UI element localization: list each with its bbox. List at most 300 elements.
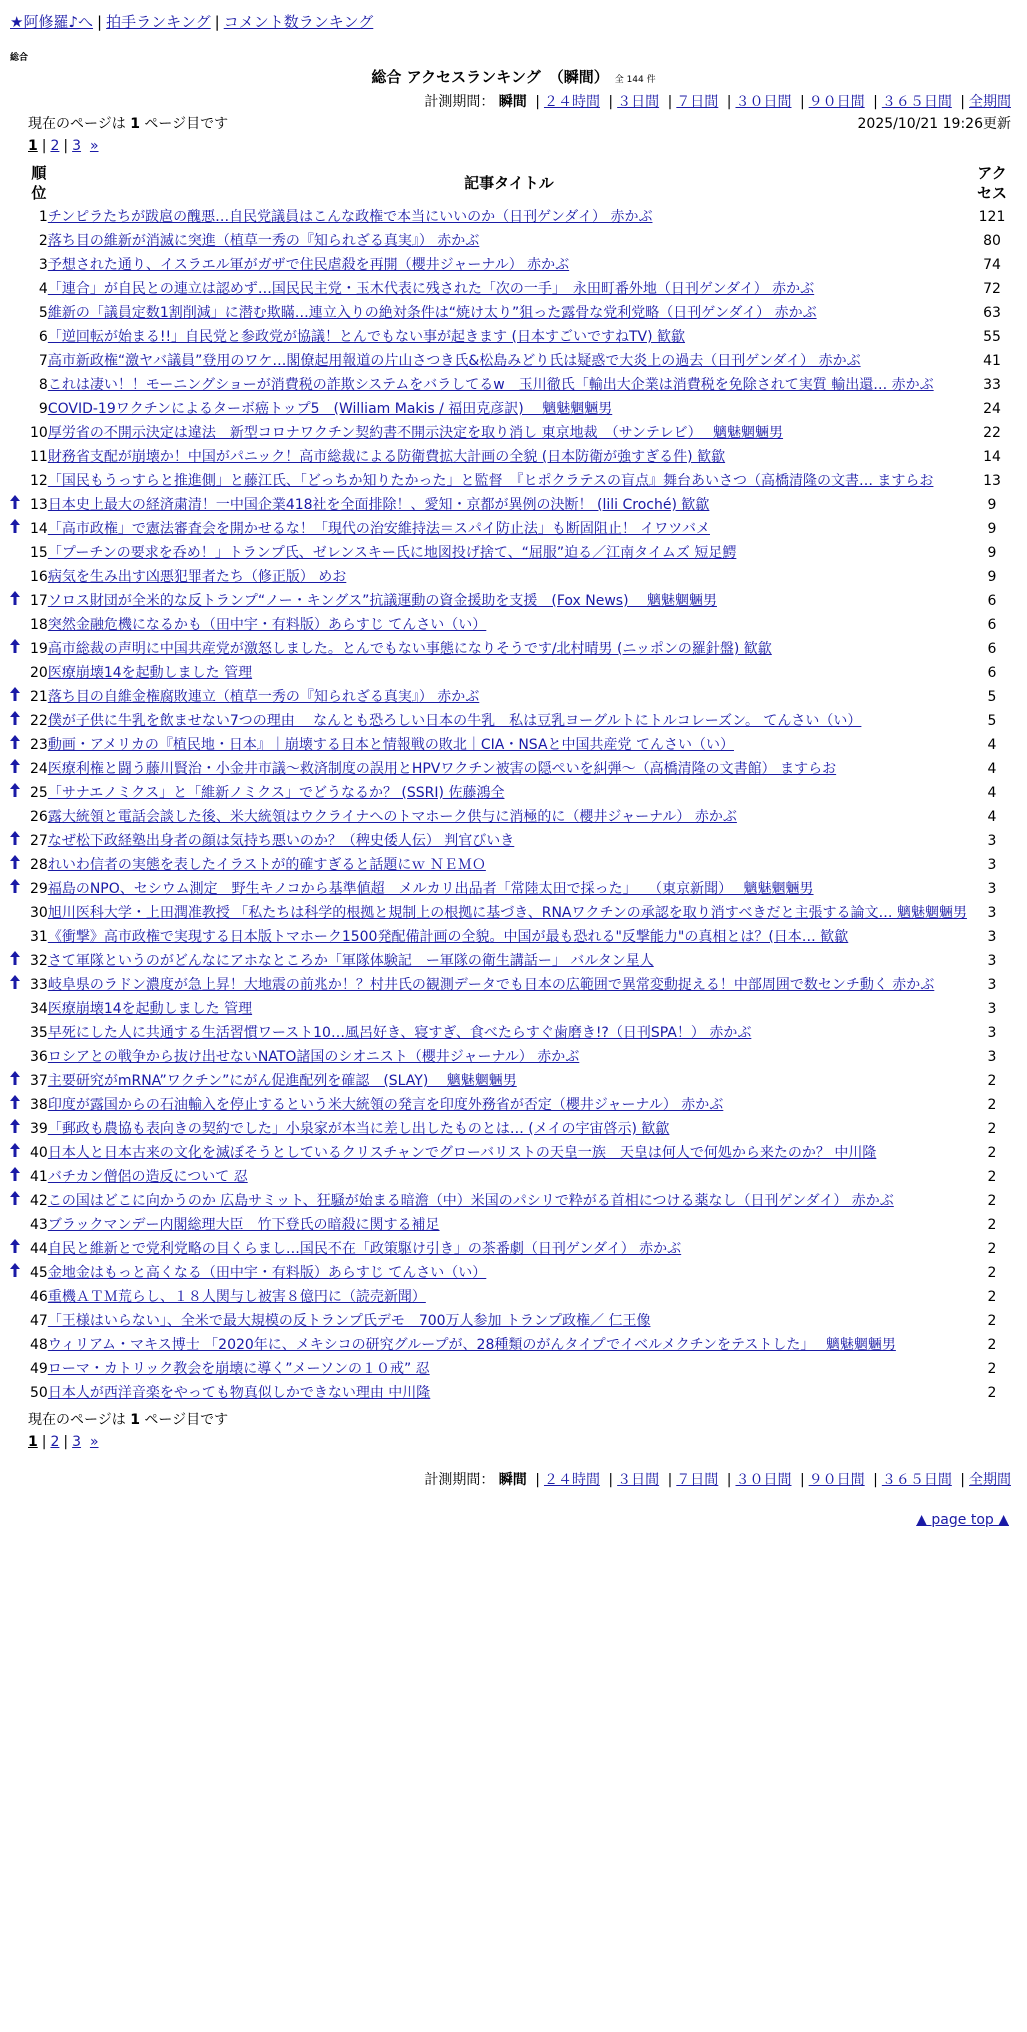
article-link[interactable]: ローマ・カトリック教会を崩壊に導く”メーソンの１０戒” 忍: [47, 1361, 430, 1377]
article-link[interactable]: 「連合」が自民との連立は認めず…国民民主党・玉木代表に残された「次の一手」 永田町番外地（日刊ゲンダイ） 赤かぶ: [47, 281, 815, 297]
table-row: [10, 1213, 1014, 1237]
trend-cell: [10, 445, 30, 469]
access-count-cell: 6: [987, 641, 997, 657]
article-link[interactable]: これは凄い！！モーニングショーが消費税の詐欺システムをバラしてるw 玉川徹氏「輸出大企業は消費税を免除されて実質 輸出還… 赤かぶ: [47, 377, 934, 393]
trend-cell: [10, 373, 30, 397]
table-row: [10, 397, 1014, 421]
arrow-up-icon: [10, 641, 20, 657]
table-row: [10, 325, 1014, 349]
arrow-up-icon: [10, 713, 20, 729]
trend-cell: [10, 1357, 30, 1381]
access-count-cell: 22: [983, 425, 1001, 441]
access-count-cell: 3: [987, 929, 997, 945]
article-link[interactable]: 「国民もうっすらと推進側」と藤江氏、「どっちか知りたかった」と監督 『ヒポクラテスの盲点』舞台あいさつ（高橋清隆の文書… ますらお: [47, 473, 934, 489]
rank-cell: 27: [30, 833, 48, 849]
title-cell: [48, 229, 970, 253]
access-count-cell: 4: [987, 785, 997, 801]
article-link[interactable]: 「プーチンの要求を呑め！」トランプ氏、ゼレンスキー氏に地図投げ捨て、“屈服”迫る／江南タイムズ 短足鰐: [47, 545, 737, 561]
page-info: 現在のページは 1 ページ目です: [28, 116, 229, 132]
article-link[interactable]: 予想された通り、イスラエル軍がガザで住民虐殺を再開（櫻井ジャーナル） 赤かぶ: [47, 257, 570, 273]
article-link[interactable]: 露大統領と電話会談した後、米大統領はウクライナへのトマホーク供与に消極的に（櫻井ジャーナル） 赤かぶ: [47, 809, 737, 825]
table-row: [10, 781, 1014, 805]
page-top-link[interactable]: ▲ page top ▲: [916, 1512, 1009, 1528]
rank-cell: 2: [38, 233, 48, 249]
period-all[interactable]: 全期間: [969, 94, 1011, 110]
pager-page-2[interactable]: 2: [50, 1434, 60, 1450]
title-row: [10, 66, 1017, 91]
page-info-row-bottom: [10, 1409, 1017, 1431]
access-count-cell: 6: [987, 617, 997, 633]
access-count-cell: 80: [983, 233, 1001, 249]
rank-cell: 31: [30, 929, 48, 945]
title-cell: [48, 1213, 970, 1237]
article-link[interactable]: 「逆回転が始まる!!」自民党と参政党が協議！とんでもない事が起きます (日本すごいですねTV) 歓歙: [47, 329, 686, 345]
article-link[interactable]: 「郵政も農協も表向きの契約でした」小泉家が本当に差し出したものとは… (メイの宇宙啓示) 歓歙: [47, 1121, 670, 1137]
table-row: [10, 685, 1014, 709]
access-count-cell: 4: [987, 737, 997, 753]
access-count-cell: 2: [987, 1265, 997, 1281]
rank-cell: 6: [38, 329, 48, 345]
article-link[interactable]: 高市新政権“激ヤバ議員”登用のワケ…閣僚起用報道の片山さつき氏&松島みどり氏は疑惑で大炎上の過去（日刊ゲンダイ） 赤かぶ: [47, 353, 861, 369]
clap-ranking-link[interactable]: 拍手ランキング: [106, 13, 211, 31]
title-cell: [48, 733, 970, 757]
rank-cell: 1: [38, 209, 48, 225]
rank-cell: 41: [30, 1169, 48, 1185]
access-count-cell: 72: [983, 281, 1001, 297]
page-info-number: 1: [130, 116, 140, 132]
period-current: 瞬間: [498, 1472, 527, 1488]
article-link[interactable]: 金地金はもっと高くなる（田中宇・有料版）あらすじ てんさい（い）: [47, 1265, 487, 1281]
access-count-cell: 14: [983, 449, 1001, 465]
title-cell: [48, 1309, 970, 1333]
period-24h[interactable]: ２４時間: [543, 1472, 600, 1488]
trend-cell: [10, 565, 30, 589]
table-row: [10, 901, 1014, 925]
article-link[interactable]: ウィリアム・マキス博士 「2020年に、メキシコの研究グループが、28種類のがんタイプでイベルメクチンをテストした」 魑魅魍魎男: [47, 1337, 896, 1353]
period-7d[interactable]: ７日間: [676, 1472, 719, 1488]
trend-cell: [10, 637, 30, 661]
trend-cell: [10, 541, 30, 565]
article-link[interactable]: 厚労省の不開示決定は違法 新型コロナワクチン契約書不開示決定を取り消し 東京地裁 （サンテレビ） 魑魅魍魎男: [47, 425, 784, 441]
table-row: [10, 853, 1014, 877]
period-selector-top: 計測期間： 瞬間 | ２４時間 | ３日間 | ７日間 | ３０日間 | ９０日間 | ３６５日間 | 全期間: [424, 94, 1011, 110]
article-link[interactable]: 高市総裁の声明に中国共産党が激怒しました。とんでもない事態になりそうです/北村晴男 (ニッポンの羅針盤) 歓歙: [47, 641, 772, 657]
separator: |: [97, 13, 103, 31]
updated-timestamp: 2025/10/21 19:26更新: [857, 116, 1011, 132]
access-count-cell: 3: [987, 953, 997, 969]
title-cell: [48, 1093, 970, 1117]
home-link[interactable]: ★阿修羅♪へ: [10, 13, 94, 31]
top-nav: [10, 10, 1017, 34]
title-cell: [48, 709, 970, 733]
title-cell: [48, 1069, 970, 1093]
rank-cell: 26: [30, 809, 48, 825]
trend-cell: [10, 1261, 30, 1285]
arrow-up-icon: [10, 857, 20, 873]
arrow-up-icon: [10, 1193, 20, 1209]
pager-page-3[interactable]: 3: [72, 138, 82, 154]
table-row: [10, 205, 1014, 229]
access-count-cell: 2: [987, 1073, 997, 1089]
title-cell: [48, 1045, 970, 1069]
period-all[interactable]: 全期間: [969, 1472, 1011, 1488]
rank-cell: 48: [30, 1337, 48, 1353]
title-cell: [48, 445, 970, 469]
rank-cell: 45: [30, 1265, 48, 1281]
article-link[interactable]: 財務省支配が崩壊か！中国がパニック！高市総裁による防衛費拡大計画の全貌 (日本防衛が強すぎる件) 歓歙: [47, 449, 726, 465]
article-link[interactable]: 日本人と日本古来の文化を滅ぼそうとしているクリスチャンでグローバリストの天皇一族＿天皇は何人で何処から来たのか？ 中川隆: [47, 1145, 877, 1161]
page-info-bottom: 現在のページは 1 ページ目です: [28, 1412, 229, 1428]
title-cell: [48, 1237, 970, 1261]
access-count-cell: 2: [987, 1289, 997, 1305]
article-link[interactable]: 印度が露国からの石油輸入を停止するという米大統領の発言を印度外務省が否定（櫻井ジャーナル） 赤かぶ: [47, 1097, 724, 1113]
trend-cell: [10, 517, 30, 541]
ranking-table: [10, 161, 1014, 1405]
pager-next[interactable]: »: [89, 1434, 99, 1450]
trend-cell: [10, 805, 30, 829]
ranking-table-body: [10, 205, 1014, 1405]
rank-cell: 25: [30, 785, 48, 801]
table-row: [10, 757, 1014, 781]
title-cell: [48, 565, 970, 589]
table-row: [10, 709, 1014, 733]
table-row: [10, 997, 1014, 1021]
trend-cell: [10, 781, 30, 805]
period-7d[interactable]: ７日間: [676, 94, 719, 110]
title-cell: [48, 781, 970, 805]
table-row: [10, 1045, 1014, 1069]
period-3d[interactable]: ３日間: [617, 1472, 660, 1488]
title-cell: [48, 541, 970, 565]
trend-cell: [10, 1165, 30, 1189]
table-row: [10, 1381, 1014, 1405]
trend-cell: [10, 949, 30, 973]
table-row: [10, 469, 1014, 493]
title-cell: [48, 301, 970, 325]
table-row: [10, 517, 1014, 541]
article-link[interactable]: 重機ＡＴＭ荒らし、１８人関与し被害８億円に（読売新聞）: [47, 1289, 426, 1305]
title-cell: [48, 829, 970, 853]
title-cell: [48, 1381, 970, 1405]
trend-cell: [10, 757, 30, 781]
table-row: [10, 661, 1014, 685]
trend-cell: [10, 469, 30, 493]
rank-cell: 32: [30, 953, 48, 969]
rank-cell: 10: [30, 425, 48, 441]
period-90d[interactable]: ９０日間: [808, 94, 865, 110]
title-cell: [48, 421, 970, 445]
article-link[interactable]: 主要研究がmRNA”ワクチン”にがん促進配列を確認 (SLAY) 魑魅魍魎男: [47, 1073, 517, 1089]
trend-cell: [10, 1381, 30, 1405]
article-link[interactable]: 医療崩壊14を起動しました 管理: [47, 665, 253, 681]
article-link[interactable]: 維新の「議員定数1割削減」に潜む欺瞞…連立入りの絶対条件は“焼け太り”狙った露骨な党利党略（日刊ゲンダイ） 赤かぶ: [47, 305, 817, 321]
trend-cell: [10, 973, 30, 997]
article-link[interactable]: 「サナエノミクス」と「維新ノミクス」でどうなるか？ (SSRI) 佐藤鴻全: [47, 785, 505, 801]
article-link[interactable]: 《衝撃》高市政権で実現する日本版トマホーク1500発配備計画の全貌。中国が最も恐れる"反撃能力"の真相とは？(日本… 歓歙: [47, 929, 849, 945]
article-link[interactable]: 福島のNPO、セシウム測定 野生キノコから基準値超 メルカリ出品者「常陸太田で採った」 （東京新聞） 魑魅魍魎男: [47, 881, 814, 897]
rank-cell: 30: [30, 905, 48, 921]
trend-cell: [10, 1045, 30, 1069]
rank-cell: 15: [30, 545, 48, 561]
trend-cell: [10, 901, 30, 925]
title-cell: [48, 1117, 970, 1141]
article-link[interactable]: 動画・アメリカの『植民地・日本』｜崩壊する日本と情報戦の敗北｜CIA・NSAと中国共産党 てんさい（い）: [47, 737, 734, 753]
period-30d[interactable]: ３０日間: [735, 94, 792, 110]
article-link[interactable]: 病気を生み出す凶悪犯罪者たち（修正版） めお: [47, 569, 347, 585]
access-count-cell: 5: [987, 713, 997, 729]
trend-cell: [10, 1189, 30, 1213]
table-row: [10, 565, 1014, 589]
article-link[interactable]: れいわ信者の実態を表したイラストが的確すぎると話題にｗ ＮＥＭＯ: [47, 857, 486, 873]
title-cell: [48, 205, 970, 229]
trend-cell: [10, 205, 30, 229]
table-row: [10, 253, 1014, 277]
title-cell: [48, 925, 970, 949]
access-count-cell: 9: [987, 545, 997, 561]
rank-cell: 28: [30, 857, 48, 873]
page-top-row: [10, 1509, 1017, 1531]
table-row: [10, 1285, 1014, 1309]
article-link[interactable]: 日本史上最大の経済粛清！一中国企業418社を全面排除！、愛知・京都が異例の決断！ (lili Croché) 歓歙: [47, 497, 710, 513]
rank-cell: 43: [30, 1217, 48, 1233]
header-trend: [10, 161, 30, 205]
trend-cell: [10, 589, 30, 613]
rank-cell: 36: [30, 1049, 48, 1065]
article-link[interactable]: ロシアとの戦争から抜け出せないNATO諸国のシオニスト（櫻井ジャーナル） 赤かぶ: [47, 1049, 580, 1065]
article-link[interactable]: COVID-19ワクチンによるターボ癌トップ5 (William Makis / 福田克彦訳) 魑魅魍魎男: [47, 401, 613, 417]
article-link[interactable]: バチカン僧侶の造反について 忍: [47, 1169, 248, 1185]
access-count-cell: 9: [987, 569, 997, 585]
table-row: [10, 1261, 1014, 1285]
title-cell: [48, 757, 970, 781]
arrow-up-icon: [10, 953, 20, 969]
arrow-up-icon: [10, 785, 20, 801]
rank-cell: 37: [30, 1073, 48, 1089]
table-row: [10, 229, 1014, 253]
arrow-up-icon: [10, 977, 20, 993]
header-title: 記事タイトル: [464, 174, 554, 192]
period-365d[interactable]: ３６５日間: [881, 94, 952, 110]
rank-cell: 35: [30, 1025, 48, 1041]
period-365d[interactable]: ３６５日間: [881, 1472, 952, 1488]
article-link[interactable]: ブラックマンデー内閣総理大臣 竹下登氏の暗殺に関する補足: [47, 1217, 440, 1233]
pager-top: 1 | 2 | 3 »: [28, 138, 99, 154]
period-90d[interactable]: ９０日間: [808, 1472, 865, 1488]
title-cell: [48, 373, 970, 397]
period-3d[interactable]: ３日間: [617, 94, 660, 110]
arrow-up-icon: [10, 737, 20, 753]
title-cell: [48, 973, 970, 997]
period-selector-bottom: 計測期間： 瞬間 | ２４時間 | ３日間 | ７日間 | ３０日間 | ９０日間 | ３６５日間 | 全期間: [424, 1472, 1011, 1488]
title-cell: [48, 1285, 970, 1309]
rank-cell: 14: [30, 521, 48, 537]
rank-cell: 12: [30, 473, 48, 489]
access-count-cell: 3: [987, 1049, 997, 1065]
period-current: 瞬間: [498, 94, 527, 110]
rank-cell: 17: [30, 593, 48, 609]
trend-cell: [10, 613, 30, 637]
trend-cell: [10, 1285, 30, 1309]
article-link[interactable]: 日本人が西洋音楽をやっても物真似しかできない理由 中川隆: [47, 1385, 431, 1401]
access-count-cell: 9: [987, 521, 997, 537]
access-count-cell: 41: [983, 353, 1001, 369]
period-24h[interactable]: ２４時間: [543, 94, 600, 110]
table-row: [10, 973, 1014, 997]
access-count-cell: 3: [987, 905, 997, 921]
access-count-cell: 2: [987, 1241, 997, 1257]
table-header-row: [10, 161, 1014, 205]
arrow-up-icon: [10, 1265, 20, 1281]
trend-cell: [10, 397, 30, 421]
comment-ranking-link[interactable]: コメント数ランキング: [223, 13, 374, 31]
period-30d[interactable]: ３０日間: [735, 1472, 792, 1488]
access-count-cell: 5: [987, 689, 997, 705]
rank-cell: 21: [30, 689, 48, 705]
title-cell: [48, 1189, 970, 1213]
trend-cell: [10, 1117, 30, 1141]
table-row: [10, 1189, 1014, 1213]
rank-cell: 20: [30, 665, 48, 681]
trend-cell: [10, 325, 30, 349]
table-row: [10, 877, 1014, 901]
article-link[interactable]: 医療利権と闘う藤川賢治・小金井市議～救済制度の誤用とHPVワクチン被害の隠ぺいを糾弾～（高橋清隆の文書館） ますらお: [47, 761, 837, 777]
article-link[interactable]: 突然金融危機になるかも（田中宇・有料版）あらすじ てんさい（い）: [47, 617, 487, 633]
access-count-cell: 2: [987, 1193, 997, 1209]
table-row: [10, 301, 1014, 325]
rank-cell: 38: [30, 1097, 48, 1113]
article-link[interactable]: 医療崩壊14を起動しました 管理: [47, 1001, 253, 1017]
article-link[interactable]: 「王様はいらない」、全米で最大規模の反トランプ氏デモ 700万人参加 トランプ政権／ 仁王像: [47, 1313, 651, 1329]
arrow-up-icon: [10, 1121, 20, 1137]
title-cell: [48, 1021, 970, 1045]
title-cell: [48, 325, 970, 349]
trend-cell: [10, 1141, 30, 1165]
article-link[interactable]: さて軍隊というのがどんなにアホなところか「軍隊体験記 ー軍隊の衛生講話ー」 バルタン星人: [47, 953, 654, 969]
arrow-up-icon: [10, 1145, 20, 1161]
arrow-up-icon: [10, 1097, 20, 1113]
rank-cell: 24: [30, 761, 48, 777]
trend-cell: [10, 1309, 30, 1333]
article-link[interactable]: なぜ松下政経塾出身者の顔は気持ち悪いのか？（稗史倭人伝） 判官びいき: [47, 833, 515, 849]
access-count-cell: 2: [987, 1313, 997, 1329]
title-cell: [48, 349, 970, 373]
article-link[interactable]: 岐阜県のラドン濃度が急上昇！大地震の前兆か！？村井氏の観測データでも日本の広範囲で異常変動捉える！中部周囲で数センチ動く 赤かぶ: [47, 977, 935, 993]
access-count-cell: 4: [987, 809, 997, 825]
table-row: [10, 1333, 1014, 1357]
access-count-cell: 2: [987, 1145, 997, 1161]
trend-cell: [10, 733, 30, 757]
table-row: [10, 1093, 1014, 1117]
article-link[interactable]: 旭川医科大学・上田潤准教授 「私たちは科学的根拠と規制上の根拠に基づき、RNAワクチンの承認を取り消すべきだと主張する論文… 魑魅魍魎男: [47, 905, 967, 921]
pager-page-3[interactable]: 3: [72, 1434, 82, 1450]
rank-cell: 5: [38, 305, 48, 321]
table-row: [10, 421, 1014, 445]
title-cell: [48, 613, 970, 637]
rank-cell: 16: [30, 569, 48, 585]
rank-cell: 8: [38, 377, 48, 393]
period-label: 計測期間：: [424, 94, 495, 110]
trend-cell: [10, 1237, 30, 1261]
trend-cell: [10, 1069, 30, 1093]
trend-cell: [10, 277, 30, 301]
table-row: [10, 1117, 1014, 1141]
table-row: [10, 493, 1014, 517]
access-count-cell: 2: [987, 1337, 997, 1353]
trend-cell: [10, 229, 30, 253]
table-row: [10, 613, 1014, 637]
article-link[interactable]: ソロス財団が全米的な反トランプ“ノー・キングス”抗議運動の資金援助を支援 (Fox News) 魑魅魍魎男: [47, 593, 717, 609]
access-count-cell: 2: [987, 1121, 997, 1137]
access-count-cell: 6: [987, 665, 997, 681]
rank-cell: 47: [30, 1313, 48, 1329]
access-count-cell: 121: [978, 209, 1006, 225]
pager-page-2[interactable]: 2: [50, 138, 60, 154]
table-row: [10, 637, 1014, 661]
title-cell: [48, 661, 970, 685]
table-row: [10, 949, 1014, 973]
table-row: [10, 1237, 1014, 1261]
title-cell: [48, 397, 970, 421]
trend-cell: [10, 997, 30, 1021]
trend-cell: [10, 853, 30, 877]
access-count-cell: 3: [987, 977, 997, 993]
pager-current: 1: [28, 138, 38, 154]
arrow-up-icon: [10, 881, 20, 897]
article-link[interactable]: 落ち目の維新が消滅に突進（植草一秀の『知られざる真実』） 赤かぶ: [47, 233, 480, 249]
access-count-cell: 2: [987, 1217, 997, 1233]
rank-cell: 40: [30, 1145, 48, 1161]
page-title-text: 総合 アクセスランキング: [371, 68, 541, 86]
access-count-cell: 2: [987, 1097, 997, 1113]
trend-cell: [10, 493, 30, 517]
table-row: [10, 541, 1014, 565]
trend-cell: [10, 1333, 30, 1357]
header-rank: 順位: [31, 164, 47, 202]
article-link[interactable]: 自民と維新とで党利党略の目くらまし…国民不在「政策駆け引き」の茶番劇（日刊ゲンダイ） 赤かぶ: [47, 1241, 682, 1257]
access-count-cell: 2: [987, 1361, 997, 1377]
pager-next[interactable]: »: [89, 138, 99, 154]
trend-cell: [10, 421, 30, 445]
rank-cell: 7: [38, 353, 48, 369]
title-cell: [48, 853, 970, 877]
title-cell: [48, 877, 970, 901]
total-count: 全 144 件: [614, 75, 656, 85]
article-link[interactable]: 「高市政権」で憲法審査会を開かせるな！「現代の治安維持法＝スパイ防止法」も断固阻止！ イワツバメ: [47, 521, 710, 537]
title-cell: [48, 253, 970, 277]
article-link[interactable]: チンピラたちが跋扈の醜悪…自民党議員はこんな政権で本当にいいのか（日刊ゲンダイ） 赤かぶ: [47, 209, 653, 225]
title-cell: [48, 949, 970, 973]
title-cell: [48, 517, 970, 541]
table-row: [10, 1309, 1014, 1333]
article-link[interactable]: この国はどこに向かうのか 広島サミット、狂騒が始まる暗澹（中）米国のパシリで粋がる首相につける薬なし（日刊ゲンダイ） 赤かぶ: [47, 1193, 894, 1209]
pager-current: 1: [28, 1434, 38, 1450]
article-link[interactable]: 落ち目の自維金権腐敗連立（植草一秀の『知られざる真実』） 赤かぶ: [47, 689, 480, 705]
title-cell: [48, 1357, 970, 1381]
arrow-up-icon: [10, 1169, 20, 1185]
arrow-up-icon: [10, 593, 20, 609]
access-count-cell: 3: [987, 1025, 997, 1041]
table-row: [10, 805, 1014, 829]
article-link[interactable]: 早死にした人に共通する生活習慣ワースト10…風呂好き、寝すぎ、食べたらすぐ歯磨き!?（日刊SPA！） 赤かぶ: [47, 1025, 752, 1041]
access-count-cell: 3: [987, 833, 997, 849]
page-title-period: （瞬間）: [548, 68, 609, 86]
access-count-cell: 9: [987, 497, 997, 513]
scope-label: 総合: [10, 53, 29, 63]
article-link[interactable]: 僕が子供に牛乳を飲ませない7つの理由 なんとも恐ろしい日本の牛乳 私は豆乳ヨーグルトにトルコレーズン。 てんさい（い）: [47, 713, 862, 729]
access-count-cell: 33: [983, 377, 1001, 393]
title-cell: [48, 997, 970, 1021]
arrow-up-icon: [10, 521, 20, 537]
